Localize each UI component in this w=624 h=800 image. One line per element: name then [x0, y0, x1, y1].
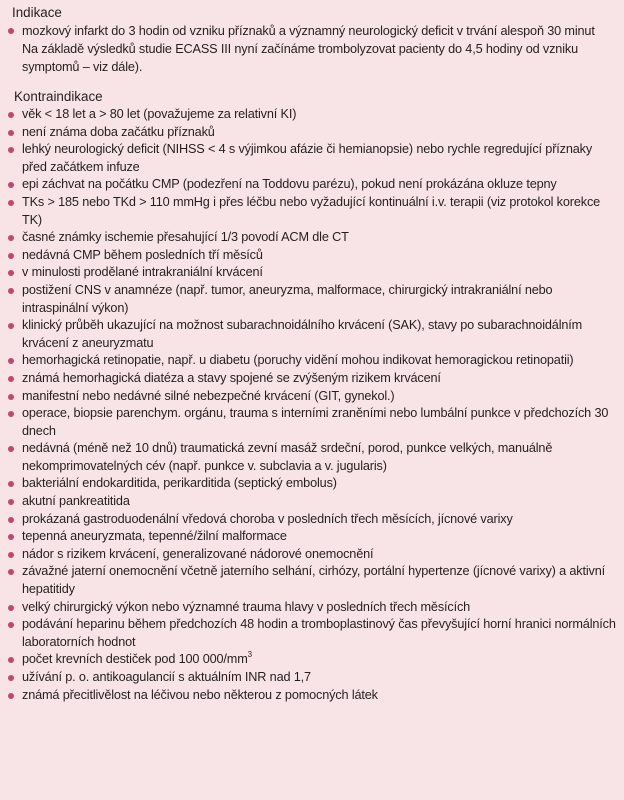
bullet-icon [8, 323, 14, 329]
list-item [8, 352, 616, 370]
list-item [8, 546, 616, 564]
list-item [8, 440, 616, 475]
contraindication-text: počet krevních destiček pod 100 000/mm [22, 652, 248, 667]
list-item [8, 475, 616, 493]
bullet-icon [8, 270, 14, 276]
bullet-icon [8, 446, 14, 452]
bullet-icon [8, 376, 14, 382]
list-item [8, 229, 616, 247]
contraindication-text: nádor s rizikem krvácení, generalizované nádorové onemocnění [22, 546, 374, 561]
contraindication-text: klinický průběh ukazující na možnost subarachnoidálního krvácení (SAK), stavy po subarachnoidálním krvácení z aneuryzmatu [22, 318, 583, 350]
list-item [8, 528, 616, 546]
indication-note: Na základě výsledků studie ECASS III nyní začínáme trombolyzovat pacienty do 4,5 hodiny od vzniku symptomů – viz dále). [22, 42, 578, 74]
contraindication-text: podávání heparinu během předchozích 48 hodin a tromboplastinový čas převyšující horní hranici normálních laboratorních hodnot [22, 617, 616, 649]
list-item [8, 563, 616, 598]
bullet-icon [8, 253, 14, 259]
list-item [8, 388, 616, 406]
contraindication-text: známá hemorhagická diatéza a stavy spojené se zvýšeným rizikem krvácení [22, 370, 441, 385]
bullet-icon [8, 534, 14, 540]
contraindication-text: manifestní nebo nedávné silné nebezpečné krvácení (GIT, gynekol.) [22, 388, 395, 403]
list-item [8, 247, 616, 265]
bullet-icon [8, 130, 14, 136]
bullet-icon [8, 28, 14, 34]
contraindication-text: nedávná (méně než 10 dnů) traumatická zevní masáž srdeční, porod, punkce velkých, manuálně nekomprimovatelných cév (např. punkce v. subclavia a v. jugularis) [22, 441, 553, 473]
list-item [8, 493, 616, 511]
list-item [8, 616, 616, 651]
contraindication-text: v minulosti prodělané intrakraniální krvácení [22, 265, 263, 280]
contraindication-text: věk < 18 let a > 80 let (považujeme za relativní KI) [22, 107, 297, 121]
contraindication-text: časné známky ischemie přesahující 1/3 povodí ACM dle CT [22, 230, 349, 245]
list-item [8, 194, 616, 229]
bullet-icon [8, 182, 14, 188]
bullet-icon [8, 411, 14, 417]
bullet-icon [8, 517, 14, 523]
contraindications-heading: Kontraindikace [14, 89, 103, 104]
contraindications-section [8, 87, 616, 704]
contraindication-text: akutní pankreatitida [22, 494, 130, 509]
list-item [8, 687, 616, 705]
bullet-icon [8, 200, 14, 206]
bullet-icon [8, 358, 14, 364]
indication-text: mozkový infarkt do 3 hodin od vzniku příznaků a významný neurologický deficit v trvání alespoň 30 minut [22, 24, 595, 38]
list-item [8, 317, 616, 352]
bullet-icon [8, 693, 14, 699]
list-item [8, 124, 616, 142]
contraindication-text: operace, biopsie parenchym. orgánu, trauma s interními zraněními nebo lumbální punkce v předchozích 30 dnech [22, 406, 609, 438]
bullet-icon [8, 147, 14, 153]
list-item [8, 282, 616, 317]
contraindication-text: lehký neurologický deficit (NIHSS < 4 s výjimkou afázie či hemianopsie) nebo rychle regredující příznaky před začátkem infuze [22, 142, 593, 174]
bullet-icon [8, 552, 14, 558]
contraindication-text: užívání p. o. antikoagulancií s aktuálním INR nad 1,7 [22, 670, 311, 684]
bullet-icon [8, 481, 14, 487]
bullet-icon [8, 605, 14, 611]
contraindication-text: tepenná aneuryzmata, tepenné/žilní malformace [22, 529, 287, 544]
list-item [8, 141, 616, 176]
bullet-icon [8, 657, 14, 663]
bullet-icon [8, 235, 14, 241]
contraindication-text: epi záchvat na počátku CMP (podezření na Toddovu parézu), pokud není prokázána okluze tepny [22, 177, 557, 192]
superscript-exponent: 3 [247, 650, 252, 660]
contraindication-text: prokázaná gastroduodenální vředová choroba v posledních třech měsících, jícnové varixy [22, 511, 513, 526]
contraindication-text: nedávná CMP během posledních tří měsíců [22, 247, 263, 262]
bullet-icon [8, 569, 14, 575]
list-item [8, 370, 616, 388]
contraindication-text: velký chirurgický výkon nebo významné trauma hlavy v posledních třech měsících [22, 599, 471, 614]
contraindication-text: není známa doba začátku příznaků [22, 124, 215, 139]
list-item [8, 106, 616, 124]
list-item [8, 651, 616, 669]
contraindication-text: postižení CNS v anamnéze (např. tumor, aneuryzma, malformace, chirurgický intrakraniální nebo intraspinální výkon) [22, 282, 553, 315]
indications-section [8, 3, 616, 76]
list-item [8, 176, 616, 194]
bullet-icon [8, 288, 14, 294]
indications-list [8, 22, 616, 76]
indications-heading: Indikace [12, 5, 62, 20]
bullet-icon [8, 622, 14, 628]
list-item [8, 599, 616, 617]
bullet-icon [8, 112, 14, 118]
contraindication-text: hemorhagická retinopatie, např. u diabetu (poruchy vidění mohou indikovat hemoragickou retinopatii) [22, 353, 574, 368]
list-item [8, 22, 616, 76]
contraindication-text: TKs > 185 nebo TKd > 110 mmHg i přes léčbu nebo vyžadující kontinuální i.v. terapii (viz protokol korekce TK) [22, 194, 601, 227]
bullet-icon [8, 394, 14, 400]
contraindication-text: bakteriální endokarditida, perikarditida (septický embolus) [22, 476, 337, 491]
list-item [8, 511, 616, 529]
contraindication-text: závažné jaterní onemocnění včetně jaterního selhání, cirhózy, portální hypertenze (jícnové varixy) a aktivní hepatitidy [22, 564, 606, 597]
contraindication-text: známá přecitlivělost na léčivou nebo některou z pomocných látek [22, 687, 378, 702]
list-item [8, 264, 616, 282]
bullet-icon [8, 499, 14, 505]
bullet-icon [8, 675, 14, 681]
list-item [8, 405, 616, 440]
list-item [8, 669, 616, 687]
contraindications-list [8, 106, 616, 704]
